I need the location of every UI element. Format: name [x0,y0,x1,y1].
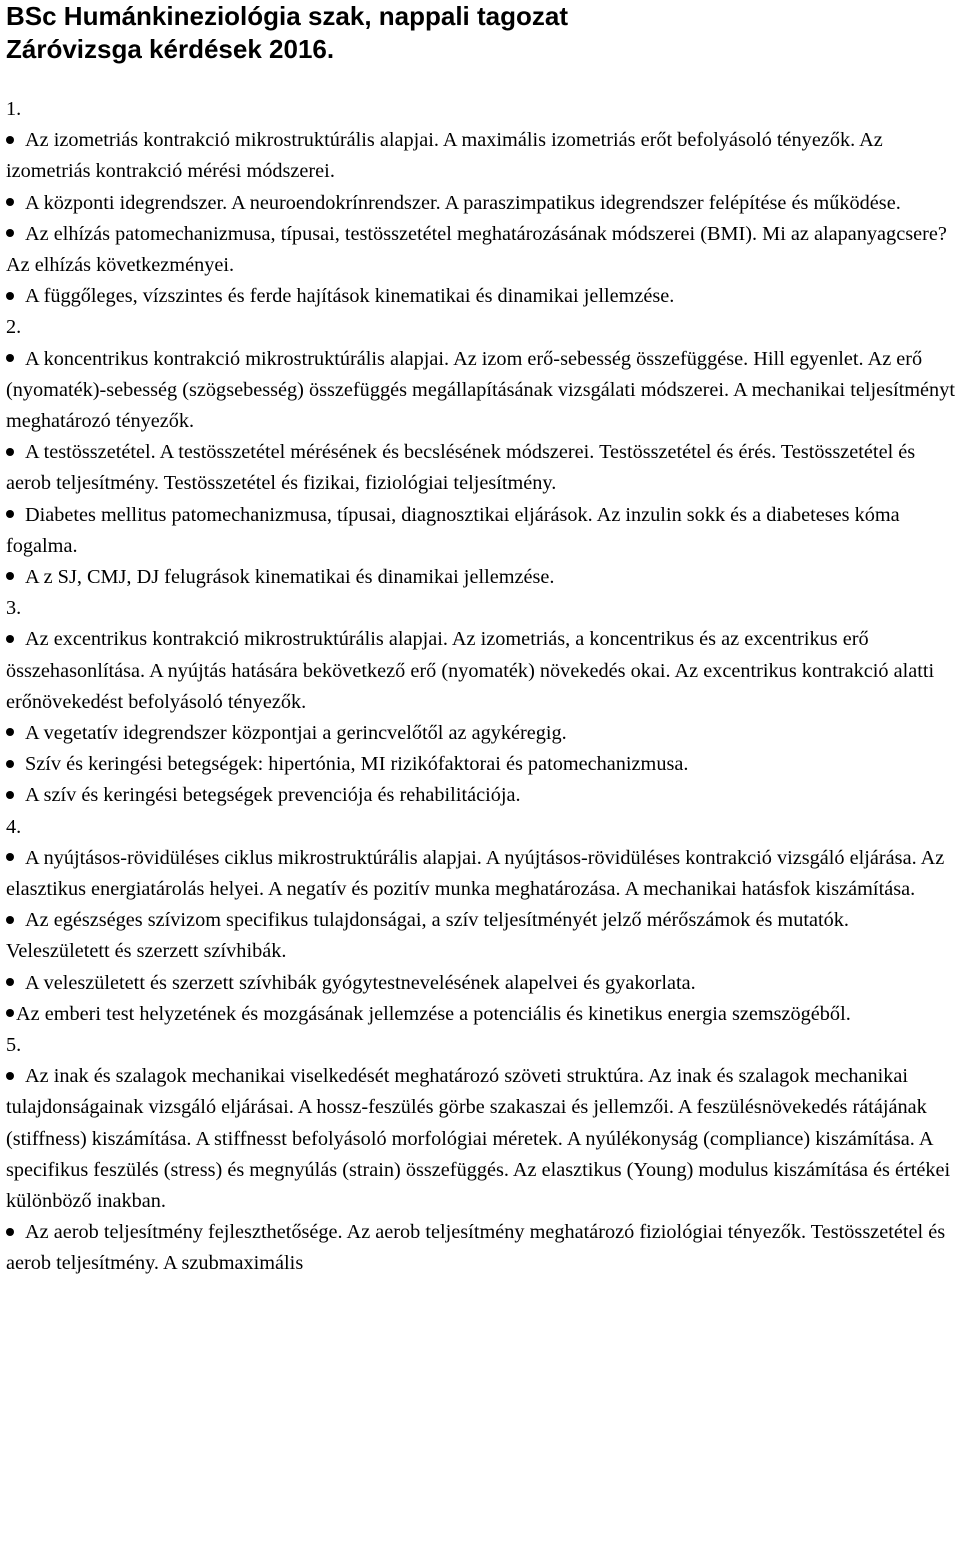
bullet-icon [6,968,25,999]
bullet-icon [6,562,25,593]
list-item [6,624,956,718]
list-item [6,500,956,562]
list-item [6,281,956,312]
list-item [6,437,956,499]
bullet-icon [6,188,25,219]
section-number: 5. [6,1034,22,1057]
list-item-text: Az inak és szalagok mechanikai viselkedését meghatározó szöveti struktúra. Az inak és szalagok mechanikai tulajdonságainak vizsgáló eljárásai. A hossz-feszülés görbe szakaszai és jellemzői. A feszülésnövekedés rátájának (stiffness) kiszámítása. A stiffnesst befolyásoló morfológiai méretek. A nyúlékonyság (compliance) kiszámítása. A specifikus feszülés (stress) és megnyúlás (strain) összefüggés. Az elasztikus (Young) modulus kiszámítása és értékei különböző inakban. [6,1065,951,1213]
bullet-icon [6,344,25,375]
list-item-text: Az egészséges szívizom specifikus tulajdonságai, a szív teljesítményét jelző mérőszámok és mutatók. Veleszületett és szerzett szívhibák. [6,909,849,963]
section-number: 2. [6,316,22,339]
bullet-icon [6,624,25,655]
list-item [6,780,956,811]
title-line-1: BSc Humánkineziológia szak, nappali tagozat [6,1,569,31]
list-item [6,718,956,749]
section-number: 3. [6,597,22,620]
bullet-icon [6,718,25,749]
list-item-text: Az aerob teljesítmény fejleszthetősége. Az aerob teljesítmény meghatározó fiziológiai tényezők. Testösszetétel és aerob teljesítmény. A szubmaximális [6,1221,946,1275]
list-item-text: Az emberi test helyzetének és mozgásának jellemzése a potenciális és kinetikus energia szemszögéből. [16,1002,851,1025]
bullet-icon [6,1061,25,1092]
bullet-icon [6,1217,25,1248]
list-item [6,219,956,281]
list-item [6,344,956,438]
section-number: 4. [6,815,22,838]
list-item-text: Diabetes mellitus patomechanizmusa, típusai, diagnosztikai eljárások. Az inzulin sokk és a diabeteses kóma fogalma. [6,503,900,557]
question-list [6,94,956,1280]
section-number: 1. [6,98,22,120]
bullet-icon [6,780,25,811]
bullet-icon [6,905,25,936]
list-item-text: A veleszületett és szerzett szívhibák gyógytestnevelésének alapelvei és gyakorlata. [25,971,696,994]
list-item-text: A központi idegrendszer. A neuroendokrínrendszer. A paraszimpatikus idegrendszer felépítése és működése. [25,191,901,214]
bullet-icon [6,999,16,1030]
bullet-icon [6,281,25,312]
document-page [6,0,956,1280]
list-item-text: A vegetatív idegrendszer központjai a gerincvelőtől az agykéregig. [25,722,567,745]
list-item [6,843,956,905]
list-item-text: Az izometriás kontrakció mikrostruktúrális alapjai. A maximális izometriás erőt befolyásoló tényezők. Az izometriás kontrakció mérési módszerei. [6,129,883,183]
list-item-text: Szív és keringési betegségek: hipertónia, MI rizikófaktorai és patomechanizmusa. [25,753,689,776]
title-line-2: Záróvizsga kérdések 2016. [6,34,335,64]
bullet-icon [6,749,25,780]
list-item-text: Az elhízás patomechanizmusa, típusai, testösszetétel meghatározásának módszerei (BMI). Mi az alapanyagcsere? Az elhízás következményei. [6,222,947,276]
list-item [6,999,956,1030]
document-title [6,0,956,66]
bullet-icon [6,125,25,156]
list-item [6,125,956,187]
list-item-text: A szív és keringési betegségek prevenciója és rehabilitációja. [25,784,521,807]
list-item-text: A nyújtásos-rövidüléses ciklus mikrostruktúrális alapjai. A nyújtásos-rövidüléses kontrakció vizsgáló eljárása. Az elasztikus energiatárolás helyei. A negatív és pozitív munka meghatározása. A mechanikai hatásfok kiszámítása. [6,846,945,901]
list-item [6,1061,956,1217]
bullet-icon [6,437,25,468]
list-item [6,968,956,999]
list-item [6,749,956,780]
list-item-text: A z SJ, CMJ, DJ felugrások kinematikai és dinamikai jellemzése. [25,566,555,589]
list-item-text: Az excentrikus kontrakció mikrostruktúrális alapjai. Az izometriás, a koncentrikus és az excentrikus erő összehasonlítása. A nyújtás hatására bekövetkező erő (nyomaték) növekedés okai. Az excentrikus kontrakció alatti erőnövekedést befolyásoló tényezők. [6,628,935,713]
bullet-icon [6,500,25,531]
list-item-text: A testösszetétel. A testösszetétel mérésének és becslésének módszerei. Testösszetétel és érés. Testösszetétel és aerob teljesítmény. Testösszetétel és fizikai, fiziológiai teljesítmény. [6,441,916,495]
bullet-icon [6,219,25,250]
bullet-icon [6,843,25,874]
list-item [6,562,956,593]
list-item-text: A függőleges, vízszintes és ferde hajítások kinematikai és dinamikai jellemzése. [25,285,675,308]
list-item [6,188,956,219]
list-item-text: A koncentrikus kontrakció mikrostruktúrális alapjai. Az izom erő-sebesség összefüggése. Hill egyenlet. Az erő (nyomaték)-sebesség (szögsebesség) összefüggés megállapításának vizsgálati módszerei. A mechanikai teljesítményt meghatározó tényezők. [6,347,955,432]
list-item [6,1217,956,1279]
list-item [6,905,956,967]
